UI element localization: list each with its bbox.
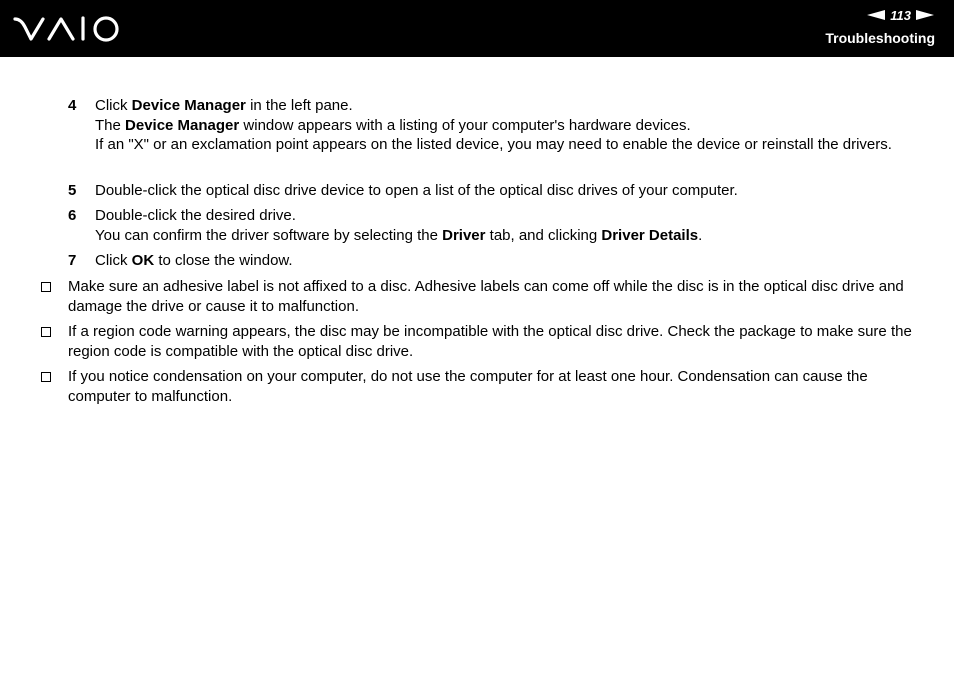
step-number: 4 — [68, 97, 77, 114]
checkbox-bullet-icon — [41, 282, 51, 292]
checkbox-bullet-icon — [41, 372, 51, 382]
page-number: 113 — [890, 7, 911, 23]
vaio-logo-icon — [13, 15, 121, 43]
bullet-item — [40, 367, 920, 406]
page-header — [0, 0, 954, 57]
ui-term: Driver Details — [601, 226, 699, 244]
ui-term: Device Manager — [125, 116, 240, 134]
step-5 — [68, 181, 898, 201]
step-6 — [68, 206, 898, 245]
bullet-item — [40, 277, 920, 316]
step-line: Double-click the desired drive. — [95, 207, 296, 224]
step-number: 7 — [68, 252, 77, 269]
bullet-item — [40, 322, 920, 361]
bullet-text: Make sure an adhesive label is not affixed to a disc. Adhesive labels can come off while the disc is in the optical disc drive and damage the drive or cause it to malfunction. — [68, 278, 904, 315]
step-line: You can confirm the driver software by selecting the Driver tab, and clicking Driver Details. — [95, 226, 703, 244]
step-line: Click OK to close the window. — [95, 252, 293, 269]
checkbox-bullet-icon — [41, 327, 51, 337]
step-line: If an "X" or an exclamation point appears on the listed device, you may need to enable the device or reinstall the drivers. — [95, 136, 892, 153]
bullet-text: If you notice condensation on your computer, do not use the computer for at least one hour. Condensation can cause the computer to malfunction. — [68, 368, 868, 405]
section-title: Troubleshooting — [825, 30, 935, 46]
page-navigation — [867, 8, 934, 22]
step-number: 5 — [68, 182, 77, 199]
step-4 — [68, 96, 898, 155]
step-line: Double-click the optical disc drive device to open a list of the optical disc drives of your computer. — [95, 182, 738, 199]
ui-term: Driver — [442, 226, 486, 244]
bullet-text: If a region code warning appears, the disc may be incompatible with the optical disc drive. Check the package to make sure the region code is compatible with the optical disc drive. — [68, 323, 912, 360]
ui-term: Device Manager — [131, 97, 246, 114]
ui-term: OK — [131, 252, 155, 269]
step-7 — [68, 251, 898, 271]
step-number: 6 — [68, 207, 77, 224]
step-line: The Device Manager window appears with a listing of your computer's hardware devices. — [95, 116, 691, 134]
step-line: Click Device Manager in the left pane. — [95, 97, 353, 114]
previous-page-arrow-icon[interactable] — [867, 10, 885, 20]
next-page-arrow-icon[interactable] — [916, 10, 934, 20]
